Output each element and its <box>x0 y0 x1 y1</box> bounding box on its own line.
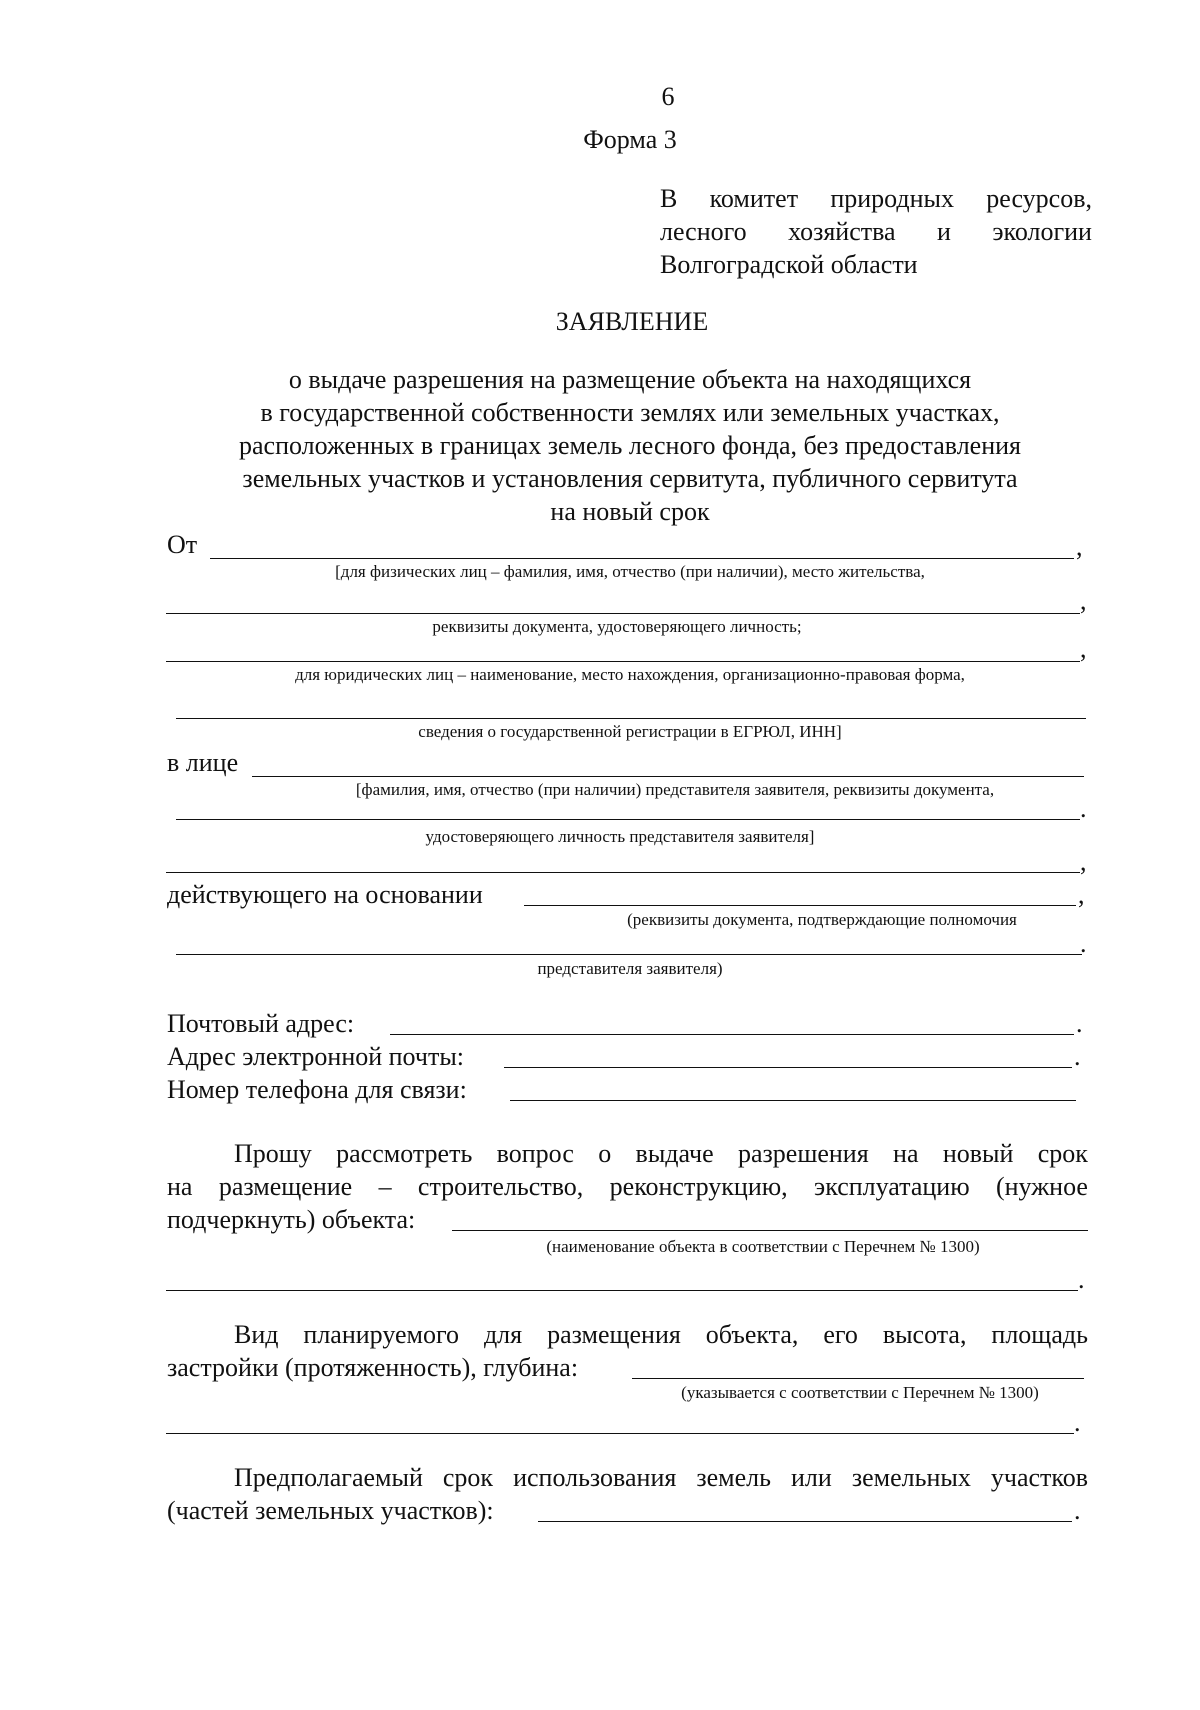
email-input[interactable] <box>504 1067 1072 1068</box>
object-params-input[interactable] <box>632 1378 1084 1379</box>
document-title: ЗАЯВЛЕНИЕ <box>555 307 709 336</box>
addressee-line-3: Волгоградской области <box>660 250 918 279</box>
applicant-hint-1: [для физических лиц – фамилия, имя, отчество (при наличии), место жительства, <box>335 562 925 581</box>
phone-input[interactable] <box>510 1100 1076 1101</box>
page-number: 6 <box>661 82 675 111</box>
representative-label: в лице <box>167 748 239 777</box>
applicant-input-line-2[interactable] <box>166 613 1080 614</box>
applicant-hint-3: для юридических лиц – наименование, место нахождения, организационно-правовая форма, <box>295 665 965 684</box>
subtitle-line-1: о выдаче разрешения на размещение объекта на находящихся <box>288 365 972 394</box>
email-label: Адрес электронной почты: <box>167 1042 465 1071</box>
request-line-3: подчеркнуть) объекта: <box>167 1205 416 1234</box>
object-params-input-line-2[interactable] <box>166 1433 1074 1434</box>
object-type-line-2: застройки (протяженность), глубина: <box>167 1353 579 1382</box>
object-name-hint: (наименование объекта в соответствии с Перечнем № 1300) <box>546 1237 980 1256</box>
addressee-line-2: лесного хозяйства и экологии <box>660 217 1092 246</box>
representative-input-line-3[interactable] <box>166 872 1080 873</box>
subtitle-line-5: на новый срок <box>550 497 710 526</box>
applicant-hint-4: сведения о государственной регистрации в ЕГРЮЛ, ИНН] <box>418 722 842 741</box>
object-name-input[interactable] <box>452 1230 1088 1231</box>
applicant-hint-2: реквизиты документа, удостоверяющего личность; <box>432 617 802 636</box>
term-line-2: (частей земельных участков): <box>167 1496 494 1525</box>
representative-input-line-1[interactable] <box>252 776 1084 777</box>
postal-address-label: Почтовый адрес: <box>167 1009 355 1038</box>
representative-hint-1: [фамилия, имя, отчество (при наличии) представителя заявителя, реквизиты документа, <box>355 780 995 799</box>
basis-hint-1: (реквизиты документа, подтверждающие полномочия <box>627 910 1017 929</box>
addressee-line-1: В комитет природных ресурсов, <box>660 184 1092 213</box>
representative-input-line-2[interactable] <box>176 819 1080 820</box>
basis-hint-2: представителя заявителя) <box>537 959 723 978</box>
object-name-input-line-2[interactable] <box>166 1290 1078 1291</box>
basis-input-line-2[interactable] <box>176 954 1082 955</box>
from-label: От <box>167 530 198 559</box>
phone-label: Номер телефона для связи: <box>167 1075 467 1104</box>
subtitle-line-3: расположенных в границах земель лесного фонда, без предоставления <box>239 431 1021 460</box>
term-input[interactable] <box>538 1521 1072 1522</box>
object-type-line-1: Вид планируемого для размещения объекта, его высота, площадь <box>234 1320 1088 1349</box>
request-line-2: на размещение – строительство, реконструкцию, эксплуатацию (нужное <box>167 1172 1088 1201</box>
document-page: 6 Форма 3 В комитет природных ресурсов, лесного хозяйства и экологии Волгоградской области ЗАЯВЛЕНИЕ о выдаче разрешения на размещение объекта на находящихся в государственной собственности землях или земельных участках, расположенных в границах земель лесного фонда, без предоставления земельных участков и установления сервитута, публичного сервитута на новый срок От , [для физических лиц – фамилия, имя, отчество (при наличии), место жительства, , реквизиты документа, удостоверяющего личность; , для юридических лиц – наименование, место нахождения, организационно-правовая форма, сведения о государственной регистрации в ЕГРЮЛ, ИНН] в лице [фамилия, имя, отчество (при наличии) представителя заявителя, реквизиты документа, . удостоверяющего личность представителя заявителя] , действующего на основании , (реквизиты документа, подтверждающие полномочия . представителя заявителя) Почтовый адрес: . Адрес электронной почты: . Номер телефона для связи: Прошу рассмотреть вопрос о выдаче разрешения на новый срок на размещение – строительство, реконструкцию, эксплуатацию (нужное подчеркнуть) объекта: (наименование объекта в соответствии с Перечнем № 1300) . Вид планируемого для размещения объекта, его высота, площадь застройки (протяженность), глубина: (указывается с соответствии с Перечнем № 1300) . Предполагаемый срок использования земель или земельных участков (частей земельных участков): . <box>0 0 1200 1710</box>
subtitle-line-4: земельных участков и установления сервитута, публичного сервитута <box>242 464 1018 493</box>
applicant-input-line-3[interactable] <box>166 661 1080 662</box>
basis-input-line-1[interactable] <box>524 905 1076 906</box>
request-line-1: Прошу рассмотреть вопрос о выдаче разрешения на новый срок <box>234 1139 1088 1168</box>
postal-address-input[interactable] <box>390 1034 1074 1035</box>
object-params-hint: (указывается с соответствии с Перечнем № 1300) <box>681 1383 1039 1402</box>
applicant-input-line-4[interactable] <box>176 718 1086 719</box>
representative-hint-2: удостоверяющего личность представителя заявителя] <box>425 827 815 846</box>
form-label: Форма 3 <box>583 125 677 154</box>
term-line-1: Предполагаемый срок использования земель или земельных участков <box>234 1463 1088 1492</box>
subtitle-line-2: в государственной собственности землях или земельных участках, <box>260 398 1000 427</box>
basis-label: действующего на основании <box>167 880 483 909</box>
applicant-input-line-1[interactable] <box>210 558 1074 559</box>
